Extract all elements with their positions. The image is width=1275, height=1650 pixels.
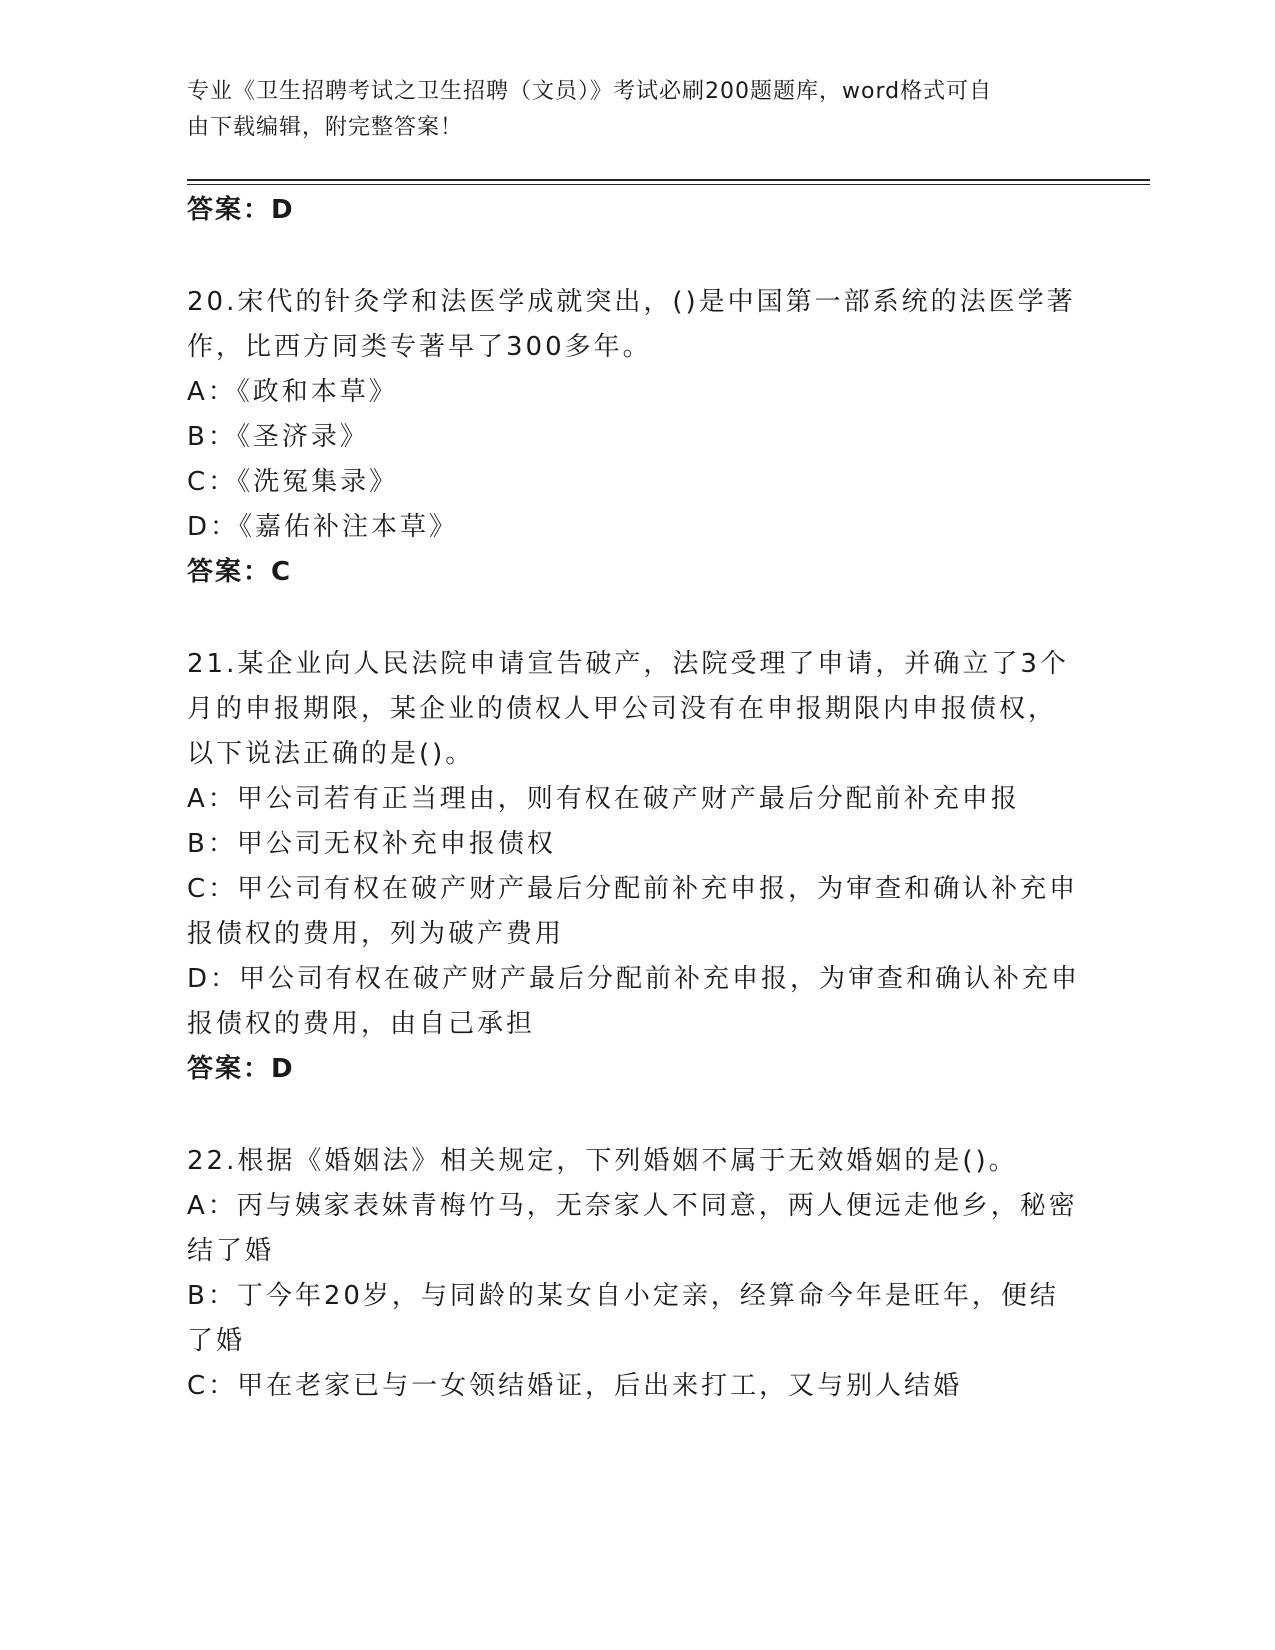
option-b: B：《圣济录》: [187, 422, 369, 452]
question-stem: 月的申报期限，某企业的债权人甲公司没有在申报期限内申报债权，: [187, 694, 1058, 724]
option-b-cont: 了婚: [187, 1326, 246, 1356]
option-c-cont: 报债权的费用，列为破产费用: [187, 919, 565, 949]
question-block: [187, 642, 1087, 1092]
option-a: A：丙与姨家表妹青梅竹马，无奈家人不同意，两人便远走他乡，秘密: [187, 1191, 1078, 1221]
option-c: C：《洗冤集录》: [187, 467, 399, 497]
option-d-cont: 报债权的费用，由自己承担: [187, 1009, 536, 1039]
header-divider: [187, 179, 1150, 181]
option-a-cont: 结了婚: [187, 1236, 275, 1266]
option-b: B：甲公司无权补充申报债权: [187, 829, 556, 859]
question-list: [187, 188, 1087, 1409]
header-line: 专业《卫生招聘考试之卫生招聘（文员）》考试必刷200题题库，word格式可自: [187, 79, 993, 104]
document-header: [187, 74, 1067, 146]
option-d: D：甲公司有权在破产财产最后分配前补充申报，为审查和确认补充申: [187, 964, 1081, 994]
option-b: B：丁今年20岁，与同龄的某女自小定亲，经算命今年是旺年，便结: [187, 1281, 1059, 1311]
question-stem: 作，比西方同类专著早了300多年。: [187, 332, 652, 362]
answer-line: 答案：C: [187, 557, 293, 587]
option-a: A：甲公司若有正当理由，则有权在破产财产最后分配前补充申报: [187, 784, 1020, 814]
question-stem: 21.某企业向人民法院申请宣告破产，法院受理了申请，并确立了3个: [187, 649, 1069, 679]
question-stem: 22.根据《婚姻法》相关规定，下列婚姻不属于无效婚姻的是()。: [187, 1146, 1018, 1176]
option-c: C：甲公司有权在破产财产最后分配前补充申报，为审查和确认补充申: [187, 874, 1079, 904]
answer-line: 答案：D: [187, 195, 295, 225]
header-divider-thin: [187, 184, 1150, 185]
question-stem: 20.宋代的针灸学和法医学成就突出，()是中国第一部系统的法医学著: [187, 287, 1076, 317]
answer-line: 答案：D: [187, 1054, 295, 1084]
option-d: D：《嘉佑补注本草》: [187, 512, 459, 542]
option-a: A：《政和本草》: [187, 377, 398, 407]
question-block: [187, 280, 1087, 595]
question-stem: 以下说法正确的是()。: [187, 739, 475, 769]
header-line: 由下载编辑，附完整答案！: [187, 115, 464, 140]
option-c: C：甲在老家已与一女领结婚证，后出来打工，又与别人结婚: [187, 1371, 963, 1401]
question-block: [187, 1139, 1087, 1409]
